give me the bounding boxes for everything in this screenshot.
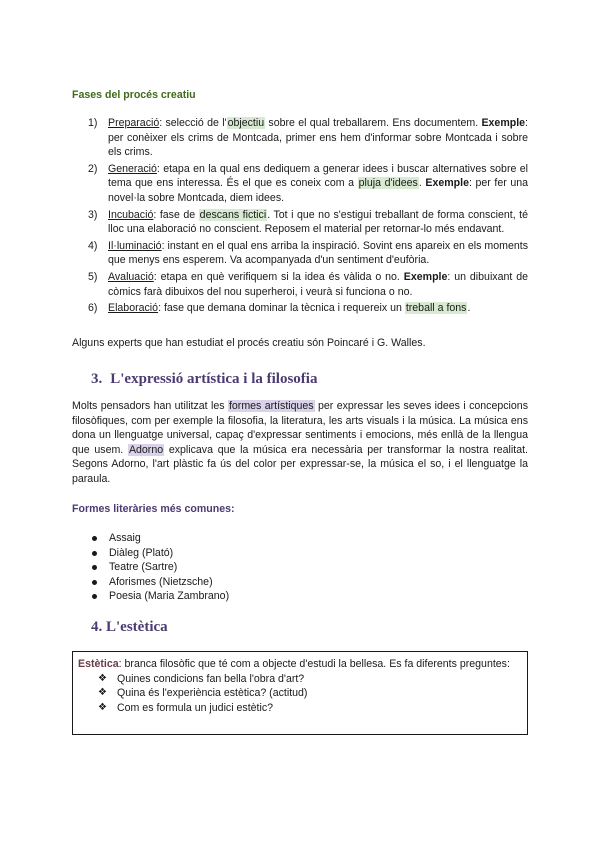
aesthetics-definition-box [72, 651, 528, 735]
list-item: ❖ Quines condicions fan bella l'obra d'art? [98, 672, 305, 685]
term-illuminacio: Il·luminació [108, 239, 162, 252]
list-item: Diàleg (Plató) [92, 546, 229, 561]
highlight-descans-fictici: descans fictici [199, 208, 267, 221]
section-4-heading: 4. L'estètica [91, 619, 168, 635]
term-generacio: Generació [108, 162, 157, 175]
experts-paragraph: Alguns experts que han estudiat el procés creatiu són Poincaré i G. Walles. [72, 337, 426, 349]
bullet-icon [92, 536, 97, 541]
list-item: 1) Preparació: selecció de l'objectiu sobre el qual treballarem. Ens documentem. Exemple: per conèixer els crims de Montcada, primer ens hem d'informar sobre Montcada i sobre els crims. [88, 117, 528, 159]
list-item: 4) Il·luminació: instant en el qual ens arriba la inspiració. Sovint ens apareix en els moments que menys ens esperem. Va acompanyada d'un sentiment d'eufòria. [88, 239, 528, 267]
aesthetics-questions [78, 672, 523, 716]
diamond-arrow-bullet-icon: ❖ [98, 687, 107, 699]
bullet-icon [92, 551, 97, 556]
highlight-formes-artistiques: formes artístiques [228, 400, 314, 412]
diamond-arrow-bullet-icon: ❖ [98, 701, 107, 713]
list-item: ❖ Com es formula un judici estètic? [98, 701, 274, 714]
list-item: Poesia (Maria Zambrano) [92, 589, 229, 604]
phases-list [88, 116, 528, 318]
list-item: Assaig [92, 531, 229, 546]
diamond-arrow-bullet-icon: ❖ [98, 672, 107, 684]
art-philosophy-paragraph: Molts pensadors han utilitzat les formes artístiques per expressar les seves idees i concepcions filosòfiques, com per exemple la filosofia, la literatura, les arts visuals i la música. La música ens dona un llenguatge universal, capaç d'expressar sentiments i emocions, més enllà de la llengua que usem. Adorno explicava que la música era necessària per transformar la nostra realitat. Segons Adorno, l'art plàstic fa ús del color per expressar-se, la música el so, i el llenguatge la paraula. [72, 400, 528, 485]
highlight-objectiu: objectiu [227, 117, 265, 129]
aesthetics-definition: Estètica: branca filosòfic que té com a objecte d'estudi la bellesa. Es fa diferents preguntes: [78, 658, 510, 670]
bullet-icon [92, 565, 97, 570]
list-item: 3) Incubació: fase de descans fictici. Tot i que no s'estigui treballant de forma conscient, té lloc una elaboració no conscient. Reposem el material per retornar-lo més endavant. [88, 208, 528, 236]
term-avaluacio: Avaluació [108, 270, 154, 283]
list-item: 6) Elaboració: fase que demana dominar la tècnica i requereix un treball a fons. [88, 302, 471, 315]
phases-heading: Fases del procés creatiu [72, 89, 196, 101]
highlight-pluja-idees: pluja d'idees [358, 177, 418, 190]
list-item: Teatre (Sartre) [92, 560, 229, 575]
term-incubacio: Incubació [108, 208, 154, 221]
term-elaboracio: Elaboració [108, 302, 159, 315]
list-item: ❖ Quina és l'experiència estètica? (actitud) [98, 687, 308, 700]
list-item: Aforismes (Nietzsche) [92, 575, 229, 590]
bullet-icon [92, 594, 97, 599]
section-3-heading: 3. L'expressió artística i la filosofia [91, 371, 318, 387]
literary-forms-list [92, 531, 229, 604]
list-item: 5) Avaluació: etapa en què verifiquem si la idea és vàlida o no. Exemple: un dibuixant de còmics farà dibuixos del nou superheroi, i veurà si funciona o no. [88, 270, 529, 298]
list-item: 2) Generació: etapa en la qual ens dediquem a generar idees i buscar alternatives sobre el tema que ens interessa. És el que es coneix com a pluja d'idees. Exemple: per fer una novel·la sobre Montcada, diem idees. [88, 162, 529, 204]
term-estetica: Estètica [78, 658, 119, 670]
term-preparacio: Preparació [108, 117, 160, 129]
highlight-adorno: Adorno [128, 443, 164, 456]
highlight-treball-fons: treball a fons [405, 302, 467, 315]
literary-forms-heading: Formes literàries més comunes: [72, 503, 235, 515]
bullet-icon [92, 580, 97, 585]
